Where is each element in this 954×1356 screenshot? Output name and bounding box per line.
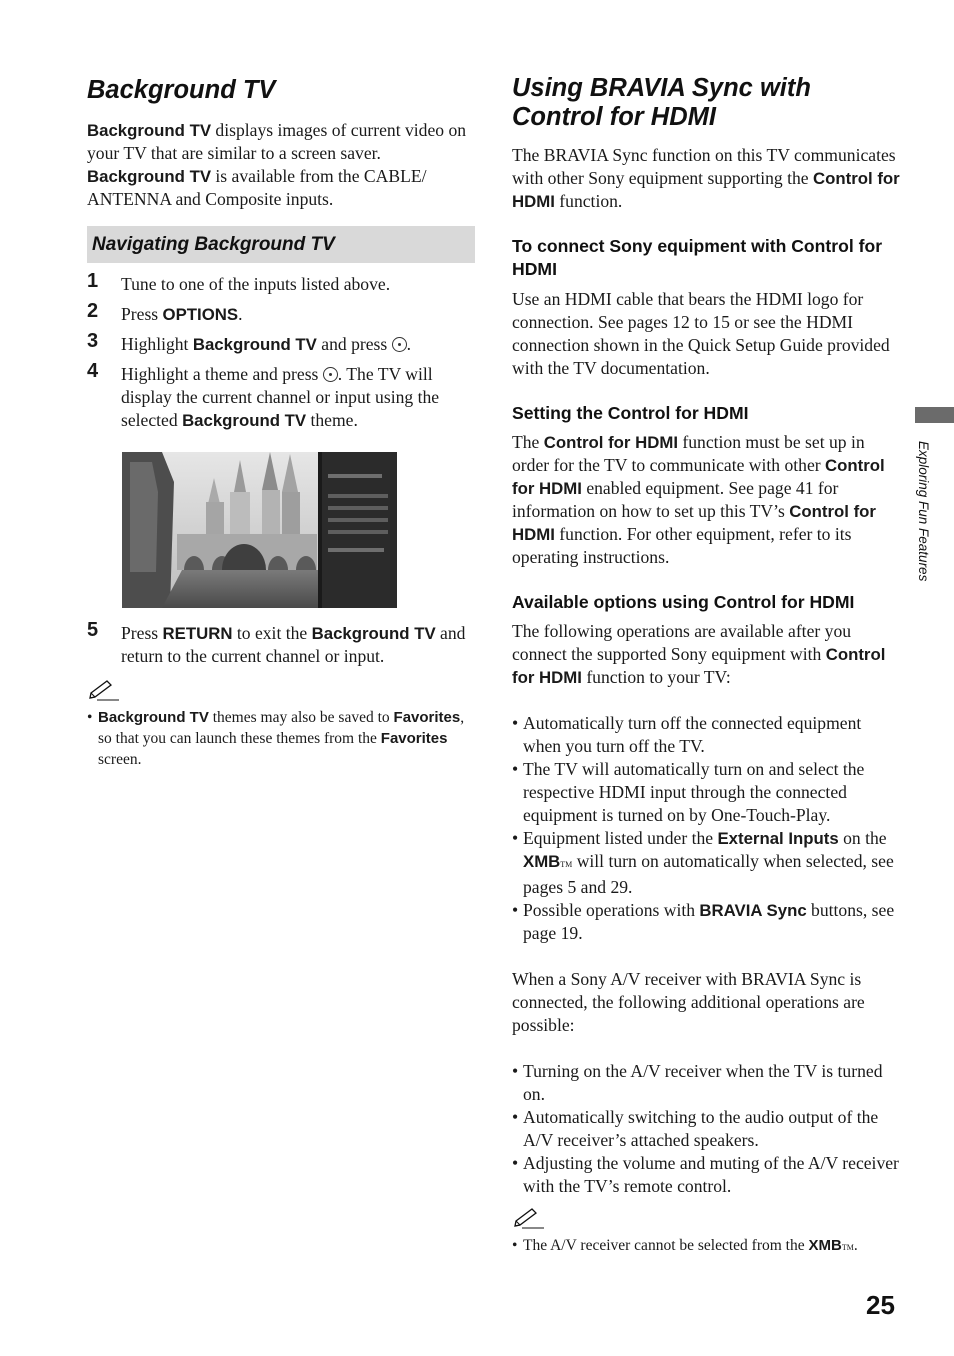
receiver-list: [512, 1060, 902, 1198]
connect-text: Use an HDMI cable that bears the HDMI logo for connection. See pages 12 to 15 or see the HDMI connection shown in the Quick Setup Guide provided with the TV documentation.: [512, 289, 890, 378]
step-4: 4 Highlight a theme and press . The TV will display the current channel or input using the selected Background TV theme.: [87, 360, 440, 430]
setting-text: The Control for HDMI function must be set up in order for the TV to communicate with other Control for HDMI enabled equipment. See page 41 for information on how to set up this TV’s Control for HDMI function. For other equipment, refer to its operating instructions.: [512, 432, 885, 567]
page-number: 25: [866, 1290, 895, 1320]
section-title-bravia-sync: Using BRAVIA Sync with Control for HDMI: [512, 74, 811, 131]
castle-photo-image: [122, 452, 397, 608]
steps-list: [87, 270, 475, 432]
pencil-note-icon: [512, 1206, 546, 1230]
receiver-note: • The A/V receiver cannot be selected from the XMBTM.: [512, 1237, 858, 1254]
side-tab-label: Exploring Fun Features: [916, 441, 931, 582]
list-item: • Possible operations with BRAVIA Sync buttons, see page 19.: [512, 900, 895, 943]
list-item: • The TV will automatically turn on and select the respective HDMI input through the connected equipment is turned on by One-Touch-Play.: [512, 759, 865, 825]
options-list: [512, 712, 902, 945]
connect-heading: To connect Sony equipment with Control for HDMI: [512, 236, 883, 279]
left-column: [87, 74, 475, 770]
background-tv-intro: Background TV displays images of current video on your TV that are similar to a screen saver. Background TV is available from the CABLE/ ANTENNA and Composite inputs.: [87, 120, 467, 209]
options-heading: Available options using Control for HDMI: [512, 592, 855, 612]
side-tab-marker: [915, 407, 954, 423]
pencil-note-icon: [87, 678, 121, 702]
right-column: [512, 74, 902, 1258]
enter-button-icon: [323, 367, 338, 382]
receiver-text: When a Sony A/V receiver with BRAVIA Sync is connected, the following additional operations are possible:: [512, 969, 865, 1035]
background-tv-note: • Background TV themes may also be saved to Favorites, so that you can launch these themes from the Favorites screen.: [87, 709, 465, 768]
list-item: • Adjusting the volume and muting of the A/V receiver with the TV’s remote control.: [512, 1153, 899, 1196]
step-3: 3 Highlight Background TV and press .: [87, 330, 412, 354]
navigating-heading-bar: [87, 226, 475, 263]
navigating-heading: Navigating Background TV: [92, 233, 335, 255]
steps-list-continued: [87, 619, 475, 668]
step-5: 5 Press RETURN to exit the Background TV and return to the current channel or input.: [87, 619, 466, 666]
list-item: • Automatically switching to the audio output of the A/V receiver’s attached speakers.: [512, 1107, 879, 1150]
section-title-background-tv: Background TV: [87, 76, 276, 104]
background-tv-screenshot: [122, 452, 397, 608]
bravia-sync-intro: The BRAVIA Sync function on this TV communicates with other Sony equipment supporting the Control for HDMI function.: [512, 145, 900, 211]
step-1: 1 Tune to one of the inputs listed above.: [87, 270, 391, 294]
options-text: The following operations are available after you connect the supported Sony equipment with Control for HDMI function to your TV:: [512, 621, 886, 687]
list-item: • Automatically turn off the connected equipment when you turn off the TV.: [512, 713, 862, 756]
setting-heading: Setting the Control for HDMI: [512, 403, 749, 423]
list-item: • Equipment listed under the External Inputs on the XMBTM will turn on automatically when selected, see pages 5 and 29.: [512, 828, 894, 897]
list-item: • Turning on the A/V receiver when the TV is turned on.: [512, 1061, 883, 1104]
enter-button-icon: [392, 337, 407, 352]
step-2: 2 Press OPTIONS.: [87, 300, 243, 324]
